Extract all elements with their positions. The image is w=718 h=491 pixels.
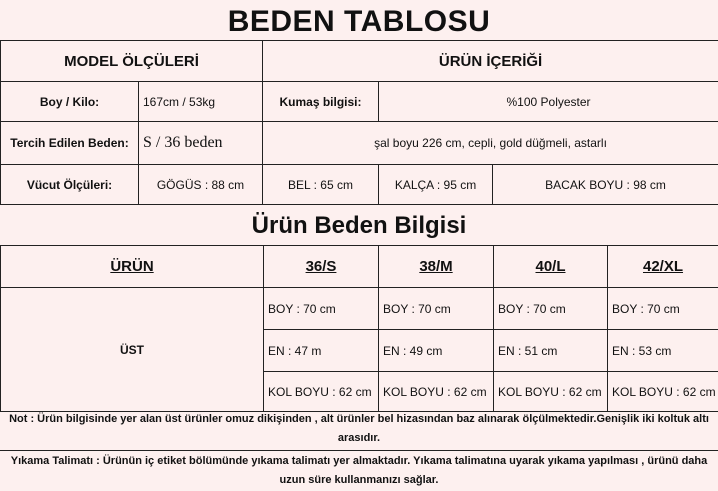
product-content-header: ÜRÜN İÇERİĞİ xyxy=(263,41,718,82)
size-l-width: EN : 51 cm xyxy=(494,330,608,372)
size-header-l: 40/L xyxy=(494,246,608,288)
height-weight-label: Boy / Kilo: xyxy=(1,82,139,122)
waist-measurement: BEL : 65 cm xyxy=(263,165,379,205)
product-name: ÜST xyxy=(1,288,264,412)
size-l-length: BOY : 70 cm xyxy=(494,288,608,330)
size-m-width: EN : 49 cm xyxy=(379,330,494,372)
size-header-xl: 42/XL xyxy=(608,246,718,288)
size-l-sleeve: KOL BOYU : 62 cm xyxy=(494,372,608,412)
fabric-label: Kumaş bilgisi: xyxy=(263,82,379,122)
size-m-length: BOY : 70 cm xyxy=(379,288,494,330)
size-m-sleeve: KOL BOYU : 62 cm xyxy=(379,372,494,412)
size-s-length: BOY : 70 cm xyxy=(264,288,379,330)
size-header-m: 38/M xyxy=(379,246,494,288)
preferred-size-value: S / 36 beden xyxy=(139,122,263,165)
size-header-s: 36/S xyxy=(264,246,379,288)
size-section-title: Ürün Beden Bilgisi xyxy=(251,212,467,239)
size-table xyxy=(0,245,718,412)
preferred-size-label: Tercih Edilen Beden: xyxy=(1,122,139,165)
model-header: MODEL ÖLÇÜLERİ xyxy=(1,41,263,82)
hip-measurement: KALÇA : 95 cm xyxy=(379,165,493,205)
size-s-width: EN : 47 m xyxy=(264,330,379,372)
washing-instructions: Yıkama Talimatı : Ürünün iç etiket bölümünde yıkama talimatı yer almaktadır. Yıkama talimatına uyarak yıkama yapılması , ürünü daha uzun süre kullanmanızı sağlar. xyxy=(10,455,708,486)
size-xl-sleeve: KOL BOYU : 62 cm xyxy=(608,372,718,412)
measurement-note: Not : Ürün bilgisinde yer alan üst ürünler omuz dikişinden , alt ürünler bel hizasından baz alınarak ölçülmektedir.Genişlik iki koltuk altı arasıdır. xyxy=(0,410,718,451)
product-details: şal boyu 226 cm, cepli, gold düğmeli, astarlı xyxy=(263,122,718,165)
size-xl-length: BOY : 70 cm xyxy=(608,288,718,330)
body-measurements-label: Vücut Ölçüleri: xyxy=(1,165,139,205)
size-xl-width: EN : 53 cm xyxy=(608,330,718,372)
inseam-measurement: BACAK BOYU : 98 cm xyxy=(493,165,718,205)
size-s-sleeve: KOL BOYU : 62 cm xyxy=(264,372,379,412)
fabric-value: %100 Polyester xyxy=(379,82,718,122)
height-weight-value: 167cm / 53kg xyxy=(139,82,263,122)
page-title: BEDEN TABLOSU xyxy=(227,5,491,38)
model-product-table xyxy=(0,40,718,205)
product-column-header: ÜRÜN xyxy=(1,246,264,288)
chest-measurement: GÖGÜS : 88 cm xyxy=(139,165,263,205)
